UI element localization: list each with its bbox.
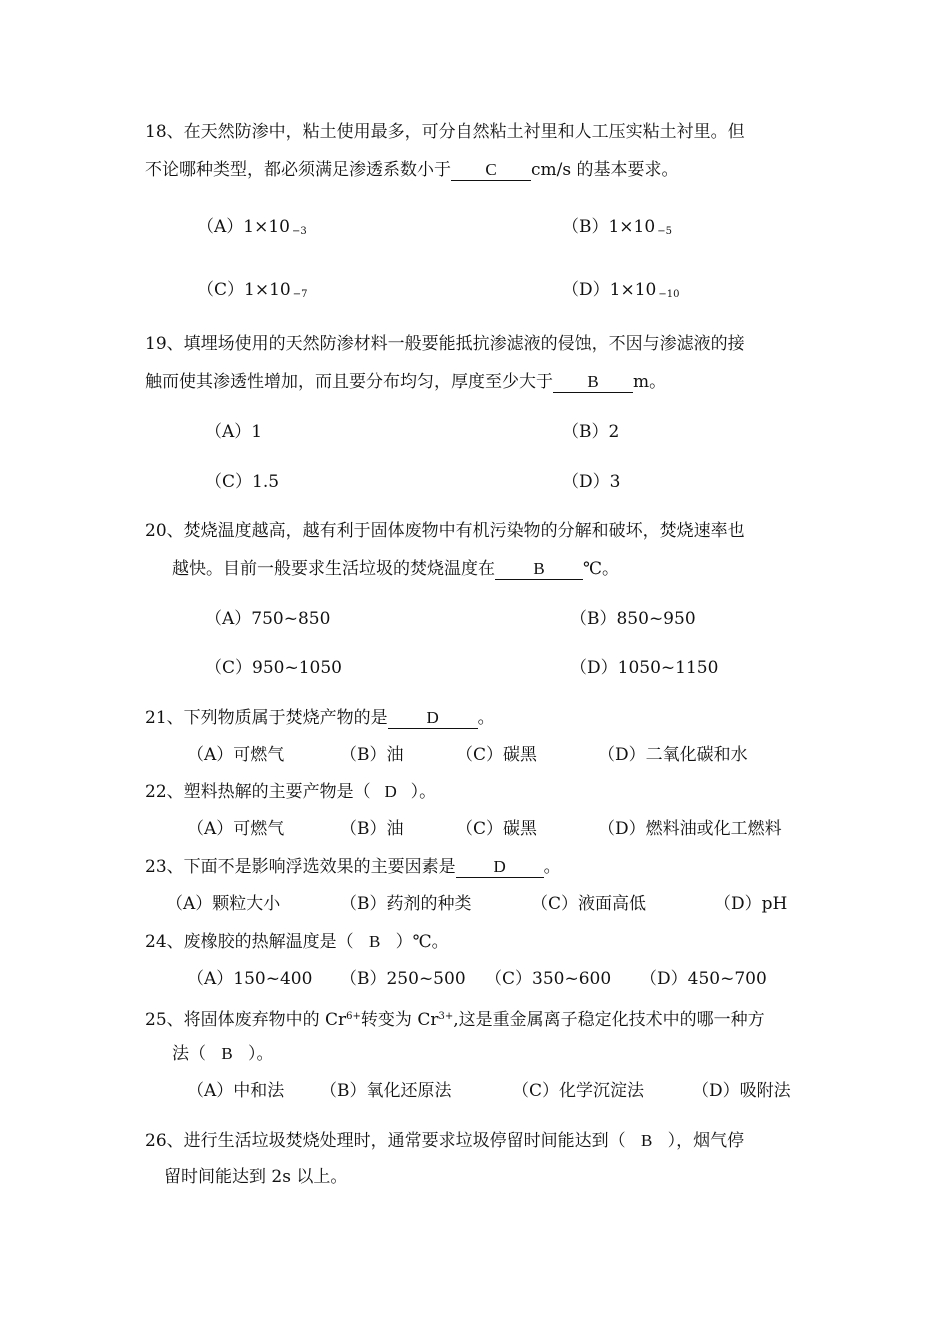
question-24-text: 24、废橡胶的热解温度是（: [145, 932, 354, 952]
question-24-line1: [145, 930, 449, 954]
question-18-line1: 18、在天然防渗中，粘土使用最多，可分自然粘土衬里和人工压实粘土衬里。但: [145, 122, 745, 142]
option-25-d: （D）吸附法: [692, 1081, 791, 1101]
option-25-c: （C）化学沉淀法: [512, 1081, 645, 1101]
question-20-text: 越快。目前一般要求生活垃圾的焚烧温度在: [172, 559, 495, 579]
question-19-answer: B: [553, 372, 633, 393]
question-20-unit: ℃。: [583, 559, 620, 579]
option-18-d-exp: −10: [658, 289, 680, 300]
question-21-answer: D: [388, 708, 478, 729]
option-25-b: （B）氧化还原法: [320, 1081, 452, 1101]
option-18-c: [197, 278, 307, 307]
question-22-end: ）。: [410, 782, 437, 802]
option-22-c: （C）碳黑: [456, 819, 538, 839]
question-26-text-end: ），烟气停: [667, 1131, 745, 1151]
question-26-answer: B: [640, 1131, 653, 1150]
question-23-text: 23、下面不是影响浮选效果的主要因素是: [145, 857, 456, 877]
option-23-b: （B）药剂的种类: [340, 894, 472, 914]
option-18-a-label: （A）1×10: [197, 217, 290, 237]
option-18-a: [197, 215, 307, 244]
question-23-line1: [145, 855, 561, 879]
question-25-line2: [172, 1042, 274, 1066]
question-25-text-b: 转变为 Cr: [360, 1010, 439, 1030]
option-24-b: （B）250~500: [340, 969, 466, 989]
question-26-line1: [145, 1129, 744, 1153]
option-21-a: （A）可燃气: [187, 745, 285, 765]
option-22-b: （B）油: [340, 819, 404, 839]
question-19-text: 触而使其渗透性增加，而且要分布均匀，厚度至少大于: [145, 372, 553, 392]
option-21-d: （D）二氧化碳和水: [598, 745, 748, 765]
question-25-answer: B: [221, 1044, 233, 1063]
question-25-text-a: 25、将固体废弃物中的 Cr: [145, 1010, 347, 1030]
question-26-text: 26、进行生活垃圾焚烧处理时，通常要求垃圾停留时间能达到（: [145, 1131, 626, 1151]
question-24-answer: B: [368, 932, 381, 951]
question-25-end: ）。: [248, 1044, 274, 1064]
question-19-unit: m。: [633, 372, 667, 392]
option-18-b-label: （B）1×10: [562, 217, 656, 237]
question-18-unit: cm/s 的基本要求。: [531, 160, 679, 180]
option-24-c: （C）350~600: [485, 969, 612, 989]
option-18-d: [562, 278, 679, 307]
option-20-a: （A）750~850: [205, 609, 331, 629]
question-22-line1: [145, 780, 436, 804]
question-23-answer: D: [456, 857, 544, 878]
question-20-answer: B: [495, 559, 583, 580]
question-18-text: 不论哪种类型，都必须满足渗透系数小于: [145, 160, 451, 180]
option-21-b: （B）油: [340, 745, 404, 765]
option-22-d: （D）燃料油或化工燃料: [598, 819, 782, 839]
question-21-line1: [145, 706, 495, 730]
option-24-d: （D）450~700: [640, 969, 767, 989]
question-21-text: 21、下列物质属于焚烧产物的是: [145, 708, 388, 728]
option-19-c: （C）1.5: [205, 472, 280, 492]
question-23-end: 。: [543, 857, 561, 877]
question-18-line2: [145, 158, 679, 182]
option-18-c-exp: −7: [292, 289, 308, 300]
option-20-b: （B）850~950: [570, 609, 696, 629]
option-19-a: （A）1: [205, 422, 263, 442]
question-22-answer: D: [384, 782, 397, 801]
option-24-a: （A）150~400: [187, 969, 313, 989]
option-18-a-exp: −3: [291, 226, 307, 237]
option-19-d: （D）3: [562, 472, 621, 492]
option-21-c: （C）碳黑: [456, 745, 538, 765]
question-21-end: 。: [477, 708, 495, 728]
option-25-a: （A）中和法: [187, 1081, 285, 1101]
question-19-line1: 19、填埋场使用的天然防渗材料一般要能抵抗渗滤液的侵蚀，不因与渗滤液的接: [145, 334, 745, 354]
option-18-c-label: （C）1×10: [197, 280, 291, 300]
option-18-b: [562, 215, 672, 244]
question-25-sup-1: 6+: [346, 1011, 361, 1022]
option-23-d: （D）pH: [714, 894, 788, 914]
option-23-a: （A）颗粒大小: [166, 894, 281, 914]
question-25-text-d: 法（: [172, 1044, 206, 1064]
option-18-b-exp: −5: [657, 226, 672, 237]
option-19-b: （B）2: [562, 422, 620, 442]
question-20-line2: [172, 557, 619, 581]
question-22-text: 22、塑料热解的主要产物是（: [145, 782, 371, 802]
option-23-c: （C）液面高低: [531, 894, 647, 914]
option-20-c: （C）950~1050: [205, 658, 342, 678]
question-24-end: ）℃。: [395, 932, 449, 952]
option-20-d: （D）1050~1150: [570, 658, 719, 678]
question-25-sup-2: 3+: [438, 1011, 454, 1022]
question-25-text-c: ,这是重金属离子稳定化技术中的哪一种方: [453, 1010, 765, 1030]
question-20-line1: 20、焚烧温度越高，越有利于固体废物中有机污染物的分解和破坏，焚烧速率也: [145, 521, 745, 541]
option-18-d-label: （D）1×10: [562, 280, 657, 300]
question-25-line1: [145, 1005, 765, 1032]
option-22-a: （A）可燃气: [187, 819, 285, 839]
question-26-line2: 留时间能达到 2s 以上。: [164, 1167, 348, 1187]
question-18-answer: C: [451, 160, 531, 181]
question-19-line2: [145, 370, 666, 394]
